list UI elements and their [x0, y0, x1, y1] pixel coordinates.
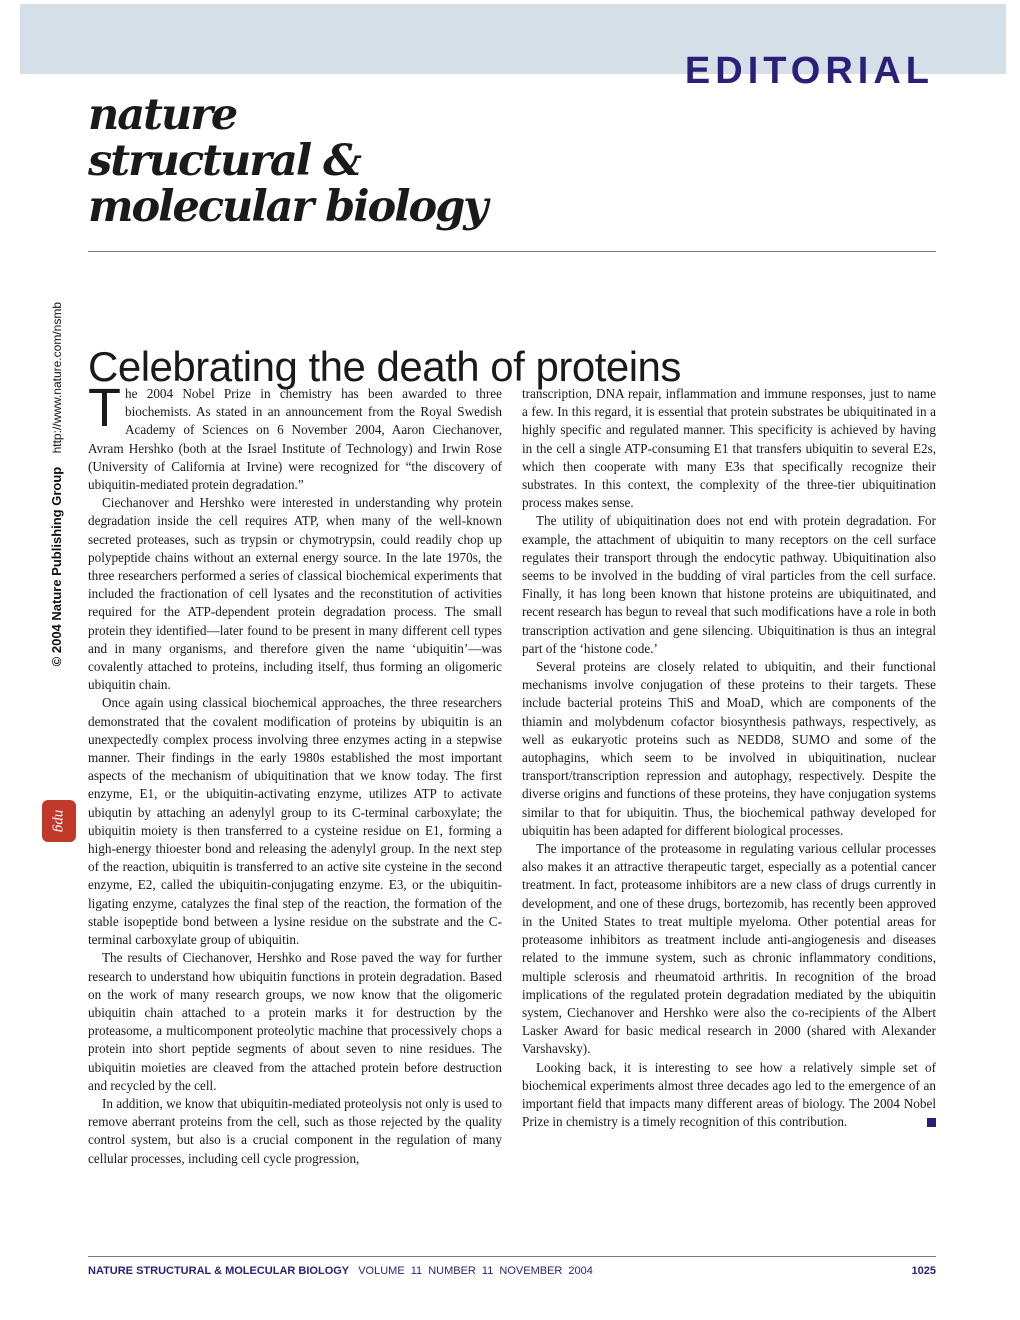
paragraph: The results of Ciechanover, Hershko and Rose paved the way for further research to understand how ubiquitin functions in protein degradation. Based on the work of many research groups, we now know that the oligomeric ubiquitin chain attached to a protein marks it for destruction by the proteasome, a multicomponent proteolytic machine that processively chops a protein into short peptide segments of about seven to nine residues. The ubiquitin moieties are cleaved from the attached protein before destruction and recycled by the cell. — [88, 950, 502, 1093]
page-number: 1025 — [911, 1265, 936, 1277]
masthead-line-3: molecular biology — [88, 182, 487, 232]
paragraph-text: he 2004 Nobel Prize in chemistry has been awarded to three biochemists. As stated in an announcement from the Royal Swedish Academy of Sciences on 6 November 2004, Aaron Ciechanover, Avram Hershko (both at the Israel Institute of Technology) and Irwin Rose (University of California at Irvine) were recognized for “the discovery of ubiquitin-mediated protein degradation.” — [88, 386, 502, 493]
paragraph-last — [522, 1059, 936, 1132]
footer-journal-name: NATURE STRUCTURAL & MOLECULAR BIOLOGY — [88, 1265, 350, 1277]
drop-cap: T — [88, 378, 121, 438]
copyright-notice: © 2004 Nature Publishing Group — [49, 466, 64, 667]
section-label: EDITORIAL — [684, 50, 934, 92]
right-column — [522, 385, 936, 1131]
copyright-sidebar — [48, 302, 66, 742]
paragraph-text: Looking back, it is interesting to see how a relatively simple set of biochemical experiments almost three decades ago led to the emergence of an important field that impacts many different areas of biology. The 2004 Nobel Prize in chemistry is a timely recognition of this contribution. — [522, 1059, 936, 1130]
journal-url[interactable]: http://www.nature.com/nsmb — [50, 302, 64, 454]
paragraph: Ciechanover and Hershko were interested in understanding why protein degradation inside the cell requires ATP, when many of the well-known secreted proteases, such as trypsin or chymotrypsin, could readily chop up polypeptide chains without an external energy source. In the late 1970s, the three researchers performed a series of classical biochemical experiments that included the fractionation of cell lysates and the reconstitution of activities required for the ATP-dependent protein degradation process. The small protein they identified—later found to be present in many different cell types and in many organisms, and therefore given the name ‘ubiquitin’—was covalently attached to proteins, including itself, thus forming an oligomeric ubiquitin chain. — [88, 495, 502, 693]
page-footer — [88, 1265, 936, 1277]
journal-masthead[interactable] — [88, 92, 486, 230]
paragraph: transcription, DNA repair, inflammation and immune responses, just to name a few. In this regard, it is essential that protein substrates be ubiquitinated in a highly specific and regulated manner. This specificity is achieved by having in the cell a single ATP-consuming E1 that transfers ubiquitin to several E2s, which then cooperate with many E3s that specifically recognize their substrates. In this context, the complexity of the three-tier ubiquitination process makes sense. — [522, 386, 936, 511]
footer-divider — [88, 1256, 936, 1257]
paragraph: Once again using classical biochemical approaches, the three researchers demonstrated that the covalent modification of proteins by ubiquitin is an unexpectedly complex process involving three enzymes acting in a stepwise manner. Their findings in the early 1980s established the most important aspects of the mechanism of ubiquitination that we know today. The first enzyme, E1, or the ubiquitin-activating enzyme, utilizes ATP to activate ubiqutin by attaching an adenylyl group to its C-terminal carboxylate; the ubiquitin moiety is then transferred to a cysteine residue on E1, forming a high-energy thioester bond and releasing the adenylyl group. In the next step of the reaction, ubiquitin is transferred to an active site cysteine in the second enzyme, E2, called the ubiquitin-conjugating enzyme. E3, or the ubiquitin-ligating enzyme, catalyzes the final step of the reaction, the formation of the stable isopeptide bond between a lysine residue on the substrate and the C-terminal carboxylate group of ubiquitin. — [88, 695, 502, 948]
npg-logo-text: npg — [51, 809, 68, 833]
end-mark-icon — [927, 1118, 936, 1127]
left-column — [88, 378, 502, 1168]
paragraph — [88, 378, 502, 494]
npg-logo-icon — [42, 800, 76, 842]
paragraph: The utility of ubiquitination does not end with protein degradation. For example, the attachment of ubiquitin to many receptors on the cell surface regulates their transport through the endocytic pathway. Ubiquitination also seems to be involved in the budding of viral particles from the cell surface. Finally, it has long been known that histone proteins are ubiquitinated, and recent research has begun to reveal that such modifications have a role in both transcription activation and gene silencing. Ubiquitination is thus an integral part of the ‘histone code.’ — [522, 513, 936, 656]
masthead-line-1: nature — [88, 90, 237, 140]
header-divider — [88, 251, 936, 252]
masthead-line-2: structural & — [88, 136, 360, 186]
paragraph: The importance of the proteasome in regulating various cellular processes also makes it an attractive therapeutic target, especially as a potential cancer treatment. In fact, proteasome inhibitors are a new class of drugs currently in development, and one of these drugs, bortezomib, has recently been approved in the United States to treat multiple myeloma. Other potential areas for proteasome inhibitors as treatment include anti-angiogenesis and diseases related to the immune system, such as chronic inflammatory conditions, multiple sclerosis and rheumatoid arthritis. In recognition of the broad implications of the regulated protein degradation mediated by the ubiquitin system, Ciechanover and Hershko were also the co-recipients of the Albert Lasker Award for basic medical research in 2000 (shared with Alexander Varshavsky). — [522, 841, 936, 1057]
article-title: Celebrating the death of proteins — [88, 343, 681, 391]
footer-issue-info: VOLUME 11 NUMBER 11 NOVEMBER 2004 — [358, 1265, 593, 1277]
paragraph: Several proteins are closely related to ubiquitin, and their functional mechanisms involve conjugation of these proteins to their targets. These include bacterial proteins ThiS and MoaD, which are components of the thiamin and molybdenum cofactor biosynthesis pathways, respectively, as well as eukaryotic proteins such as NEDD8, SUMO and some of the autophagins, which seem to be involved in ubiquitination, nuclear transport/transcription repression and autophagy, respectively. Despite the diverse origins and functions of these proteins, they have conjugation systems similar to that for ubiquitin. Thus, the biochemical pathway developed for ubiquitin has been adapted for different biological processes. — [522, 659, 936, 838]
paragraph: In addition, we know that ubiquitin-mediated proteolysis not only is used to remove aberrant proteins from the cell, such as those rejected by the quality control system, but also is a crucial component in the regulation of many cellular processes, including cell cycle progression, — [88, 1095, 502, 1166]
